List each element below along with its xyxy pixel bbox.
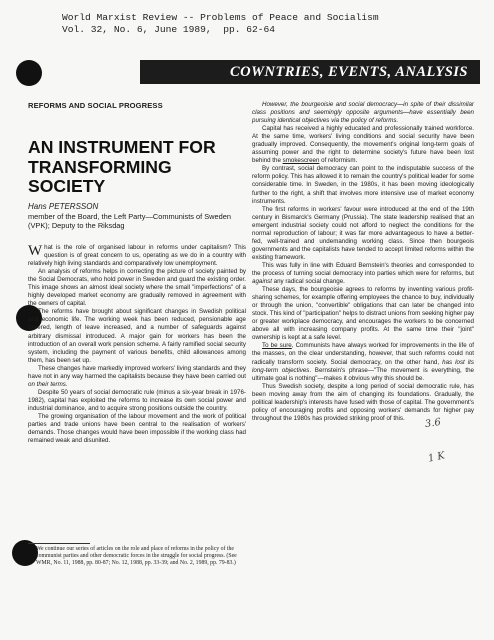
handwritten-margin-note: 1 K [427, 450, 446, 465]
paragraph: The reforms have brought about significant changes in Swedish political and economic life. The working week has been reduced, pensionable age lowered, length of leave increased, and a number of safeguards against arbitrary dismissal introduced. A major gain for workers has been the introduction of an overall work pension scheme. A fairly ramified social security system, including the payment of various benefits, child allowances among them, has been set up. [28, 308, 246, 364]
paragraph: By contrast, social democracy can point to the indisputable success of the reform policy. This has allowed it to remain the country's political leader for some considerable time. In Sweden, in the 1980s, it has been moving ideologically further to the right, a shift that involves more intensive use of market economy instruments. [252, 165, 474, 205]
header-line-1: World Marxist Review -- Problems of Peace and Socialism [62, 12, 379, 23]
right-column [252, 101, 474, 423]
paragraph: The first reforms in workers' favour were introduced at the end of the 19th century in Bismarck's Germany (Prussia). The state leadership realised that an emergent industrial society could not afford to neglect the conditions for the normal reproduction of labour; it was far more advantageous to have a better-fed, well-trained and undemanding working class. Since then bourgeois governments and the capitalists have tended to accept limited reforms within the existing framework. [252, 205, 474, 261]
section-banner: COWNTRIES, EVENTS, ANALYSIS [140, 60, 480, 84]
handwritten-margin-note: 3.6 [424, 416, 442, 431]
paragraph: However, the bourgeoisie and social democracy—in spite of their dissimilar class positions and seemingly opposite arguments—have essentially been pursuing identical objectives via the policy of reforms. [252, 101, 474, 125]
author-affiliation: member of the Board, the Left Party—Communists of Sweden (VPK); Deputy to the Riksdag [28, 211, 231, 231]
paragraph: Capital has received a highly educated and professionally trained workforce. At the same time, workers' living conditions and social security have been gradually improved. Consequently, the movement's original long-term goals of assuming power and the right to determine society's future have been lost behind the smokescreen of reformism. [252, 125, 474, 165]
header-line-2: Vol. 32, No. 6, June 1989, pp. 62-64 [62, 24, 276, 35]
paragraph: These days, the bourgeoisie agrees to reforms by inventing various profit-sharing schemes, for example offering employees the chance to buy, individually or through the union, "convertible" obligations that can later be changed into stock. This kind of "participation" helps to distract unions from seeking higher pay or greater workplace democracy, and encourages the workers to be concerned above all with increasing company profits. At the same time their "joint" ownership is kept at a safe level. [252, 286, 474, 342]
paragraph: Despite 50 years of social democratic rule (minus a six-year break in 1976-1982), capital has exploited the reforms to increase its own social power and industrial dominance, and to acquire strong positions outside the country. [28, 388, 246, 412]
paragraph: This was fully in line with Eduard Bernstein's theories and corresponded to the process of turning social democracy into parties which were for reforms, but against any radical social change. [252, 261, 474, 286]
article-title: AN INSTRUMENT FOR TRANSFORMING SOCIETY [28, 137, 216, 196]
article-rubric: REFORMS AND SOCIAL PROGRESS [28, 101, 163, 110]
paragraph: These changes have markedly improved workers' living standards and they have not in any way harmed the capitalists because they have been carried out on their terms. [28, 364, 246, 388]
paragraph: An analysis of reforms helps in correcting the picture of society painted by the Social Democrats, who hold power in Sweden and guard the existing order. This image shows an almost ideal society where the small "imperfections" of a highly developed market economy are gradually removed in agreement with the owners of capital. [28, 268, 246, 308]
author-name: Hans PETERSSON [28, 202, 99, 211]
paragraph: To be sure, Communists have always worked for improvements in the life of the masses, on the clear understanding, however, that such reforms could not radically transform society. Social democracy, on the other hand, has lost its long-term objectives. Bernstein's phrase—"The movement is everything, the ultimate goal is nothing"—makes it obvious why this should be. [252, 342, 474, 382]
source-header [62, 12, 462, 36]
paragraph: Thus Swedish society, despite a long period of social democratic rule, has been moving away from the aim of changing its foundations. Gradually, the political leadership's interests have fused with those of capital. The government's policy of encouraging profits and opposing workers' demands for higher pay throughout the 1980s has provided striking proof of this. [252, 382, 474, 422]
punch-hole-top [16, 60, 42, 86]
paragraph: What is the role of organised labour in reforms under capitalism? This question is of great concern to us, operating as we do in a country with relatively high living standards and comparatively low unemployment. [28, 243, 246, 268]
author-block [28, 202, 248, 231]
footnote: We continue our series of articles on the role and place of reforms in the policy of the communist parties and other democratic forces in the struggle for social progress. (See WMR, No. 11, 1988, pp. 80-87; No. 12, 1988, pp. 33-39; and No. 2, 1989, pp. 79-83.) [36, 546, 237, 567]
drop-cap: W [28, 243, 43, 259]
paragraph: The growing organisation of the labour movement and the work of political parties and trade unions have been central to the realisation of workers' demands. Those changes would have been impossible if the working class had remained weak and disunited. [28, 412, 246, 445]
footnote-rule [28, 543, 90, 544]
left-column [28, 244, 246, 445]
